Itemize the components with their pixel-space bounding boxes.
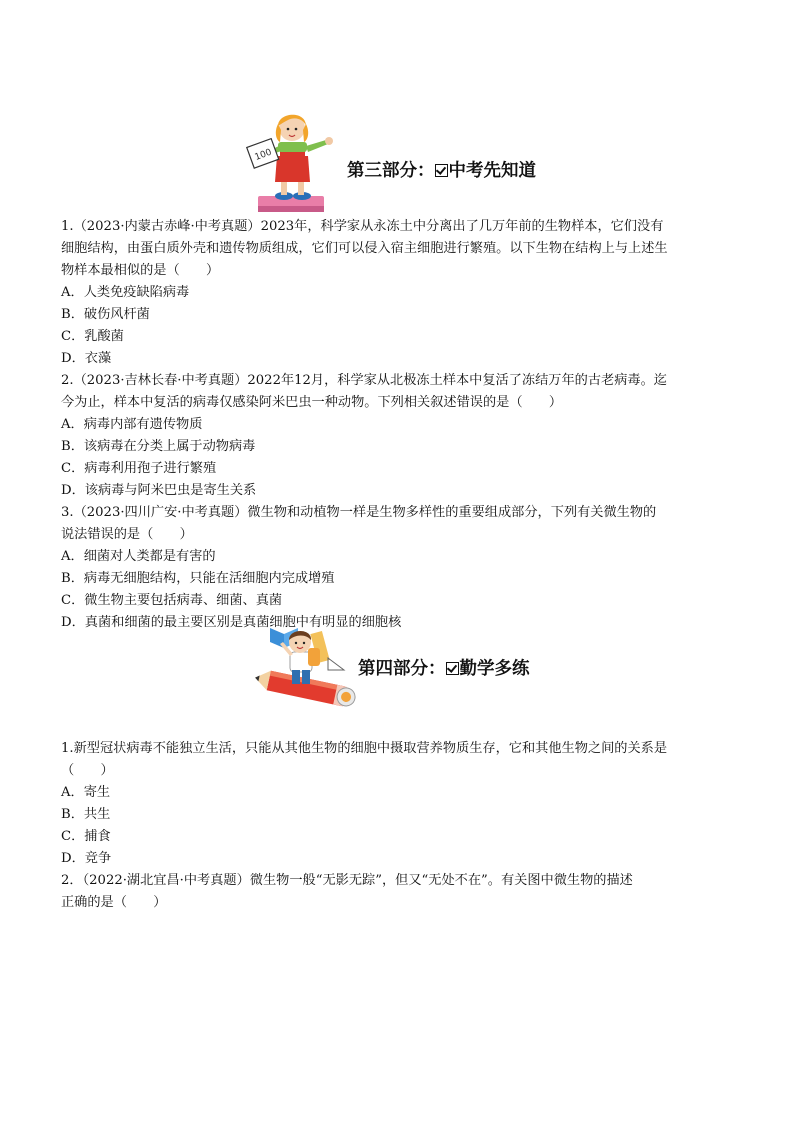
boy-on-pencil-illustration xyxy=(252,618,356,714)
question-line: 说法错误的是（ ） xyxy=(61,527,193,542)
girl-holding-sign-illustration xyxy=(244,108,344,216)
option-c: C．捕食 xyxy=(61,829,111,844)
section-4-title xyxy=(358,655,530,680)
question-line: 正确的是（ ） xyxy=(61,895,167,910)
option-b: B．病毒无细胞结构，只能在活细胞内完成增殖 xyxy=(61,571,335,586)
question-line: 2．（2022·湖北宜昌·中考真题）微生物一般“无影无踪”，但又“无处不在”。有关图中微生物的描述 xyxy=(61,873,633,888)
question-line: 3.（2023·四川广安·中考真题）微生物和动植物一样是生物多样性的重要组成部分，下列有关微生物的 xyxy=(61,505,657,520)
option-d: D．衣藻 xyxy=(61,351,112,366)
checkbox-icon xyxy=(446,662,459,675)
question-line: 2.（2023·吉林长春·中考真题）2022年12月，科学家从北极冻土样本中复活了冻结万年的古老病毒。迄 xyxy=(61,373,667,388)
section-4-header xyxy=(0,618,794,718)
section-3-title xyxy=(347,157,536,182)
question-line: （ ） xyxy=(61,763,114,778)
question-s4-1 xyxy=(61,738,731,870)
section-3-title-text: 中考先知道 xyxy=(448,161,536,181)
question-line: 1.（2023·内蒙古赤峰·中考真题）2023年，科学家从永冻土中分离出了几万年前的生物样本，它们没有 xyxy=(61,219,664,234)
section-3-title-prefix: 第三部分： xyxy=(347,161,435,181)
option-b: B．破伤风杆菌 xyxy=(61,307,150,322)
option-c: C．乳酸菌 xyxy=(61,329,124,344)
checkbox-icon xyxy=(435,164,448,177)
option-b: B．共生 xyxy=(61,807,111,822)
question-s3-2 xyxy=(61,370,731,502)
option-d: D．竞争 xyxy=(61,851,112,866)
option-c: C．病毒利用孢子进行繁殖 xyxy=(61,461,217,476)
question-s3-3 xyxy=(61,502,731,634)
option-d: D．真菌和细菌的最主要区别是真菌细胞中有明显的细胞核 xyxy=(61,615,402,630)
question-line: 1.新型冠状病毒不能独立生活，只能从其他生物的细胞中摄取营养物质生存，它和其他生物之间的关系是 xyxy=(61,741,668,756)
section-4-title-prefix: 第四部分： xyxy=(358,659,446,679)
section-3-questions xyxy=(61,216,731,634)
question-line: 物样本最相似的是（ ） xyxy=(61,263,220,278)
option-d: D．该病毒与阿米巴虫是寄生关系 xyxy=(61,483,257,498)
question-line: 今为止，样本中复活的病毒仅感染阿米巴虫一种动物。下列相关叙述错误的是（ ） xyxy=(61,395,563,410)
section-3-header xyxy=(0,108,794,218)
option-a: A．细菌对人类都是有害的 xyxy=(61,549,216,564)
option-b: B．该病毒在分类上属于动物病毒 xyxy=(61,439,256,454)
svg-text:100: 100 xyxy=(253,147,274,163)
question-s3-1 xyxy=(61,216,731,370)
option-c: C．微生物主要包括病毒、细菌、真菌 xyxy=(61,593,283,608)
question-s4-2 xyxy=(61,870,731,914)
question-line: 细胞结构，由蛋白质外壳和遗传物质组成，它们可以侵入宿主细胞进行繁殖。以下生物在结构上与上述生 xyxy=(61,241,668,256)
section-4-title-text: 勤学多练 xyxy=(459,659,530,679)
option-a: A．寄生 xyxy=(61,785,111,800)
section-4-questions xyxy=(61,738,731,914)
option-a: A．病毒内部有遗传物质 xyxy=(61,417,203,432)
option-a: A．人类免疫缺陷病毒 xyxy=(61,285,190,300)
